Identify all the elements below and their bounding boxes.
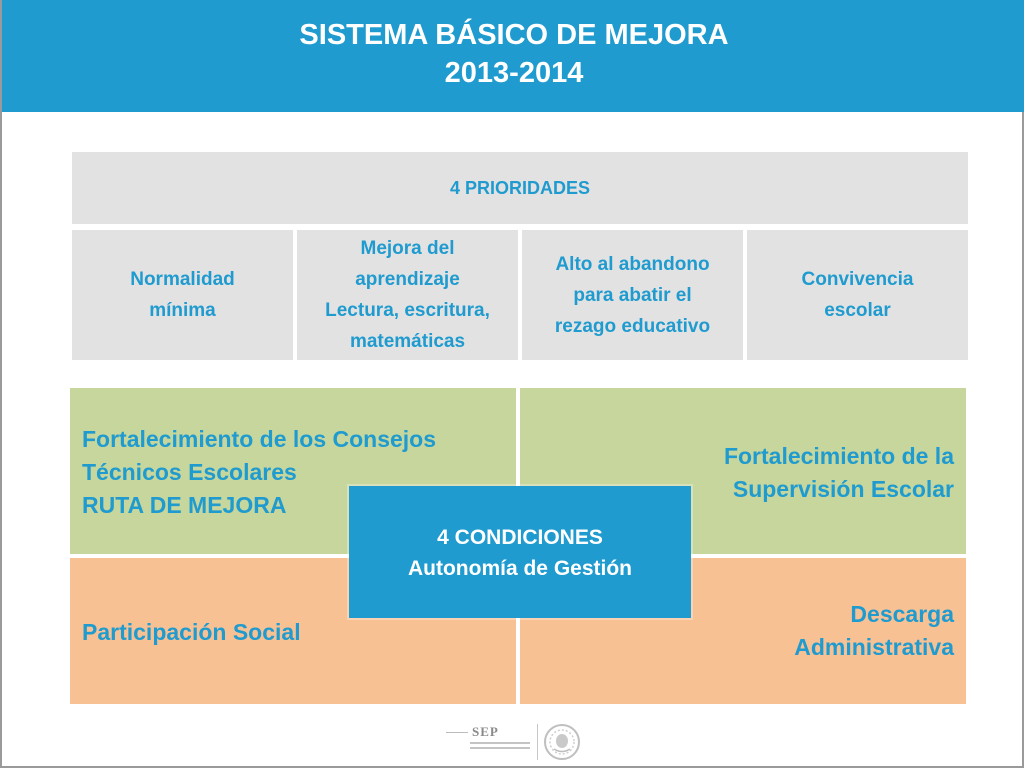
condicion-line: RUTA DE MEJORA xyxy=(82,492,287,518)
prioridad-line: mínima xyxy=(149,300,216,321)
prioridades-heading: 4 PRIORIDADES xyxy=(72,152,968,224)
title-line-1: SISTEMA BÁSICO DE MEJORA xyxy=(299,19,729,51)
center-box-title: 4 CONDICIONES xyxy=(437,526,603,549)
condiciones-center-box xyxy=(349,486,691,618)
condicion-line: Fortalecimiento de los Consejos xyxy=(82,426,437,452)
prioridad-line: aprendizaje xyxy=(355,269,460,290)
prioridad-aprendizaje xyxy=(297,230,518,360)
title-line-2: 2013-2014 xyxy=(444,57,584,89)
condicion-line: Participación Social xyxy=(82,619,301,645)
sep-logo-text: SEP xyxy=(472,724,499,739)
footer-vertical-divider xyxy=(537,724,538,760)
footer-logos xyxy=(442,720,592,764)
condicion-line: Administrativa xyxy=(794,634,954,660)
prioridad-line: Normalidad xyxy=(130,269,235,290)
prioridad-normalidad xyxy=(72,230,293,360)
mexico-seal-icon xyxy=(542,722,582,762)
condicion-line: Técnicos Escolares xyxy=(82,459,297,485)
prioridades-table xyxy=(72,152,968,360)
condicion-line: Supervisión Escolar xyxy=(732,476,954,502)
footer-divider xyxy=(446,732,468,733)
sep-logo xyxy=(470,724,532,760)
prioridad-line: matemáticas xyxy=(349,331,466,352)
center-box-subtitle: Autonomía de Gestión xyxy=(407,557,632,580)
condicion-line: Descarga xyxy=(850,601,954,627)
condicion-line: Fortalecimiento de la xyxy=(723,443,954,469)
prioridad-line: Lectura, escritura, xyxy=(325,300,490,321)
header-banner xyxy=(2,0,1024,112)
prioridad-line: escolar xyxy=(824,300,891,321)
prioridades-row xyxy=(72,230,968,360)
prioridad-abandono xyxy=(522,230,743,360)
prioridad-line: Mejora del xyxy=(360,238,455,259)
prioridad-line: para abatir el xyxy=(573,284,692,306)
prioridad-convivencia xyxy=(747,230,968,360)
sep-logo-lines xyxy=(470,742,530,756)
prioridad-line: Alto al abandono xyxy=(555,253,710,275)
prioridad-line: Convivencia xyxy=(801,269,914,290)
prioridad-line: rezago educativo xyxy=(554,315,711,337)
